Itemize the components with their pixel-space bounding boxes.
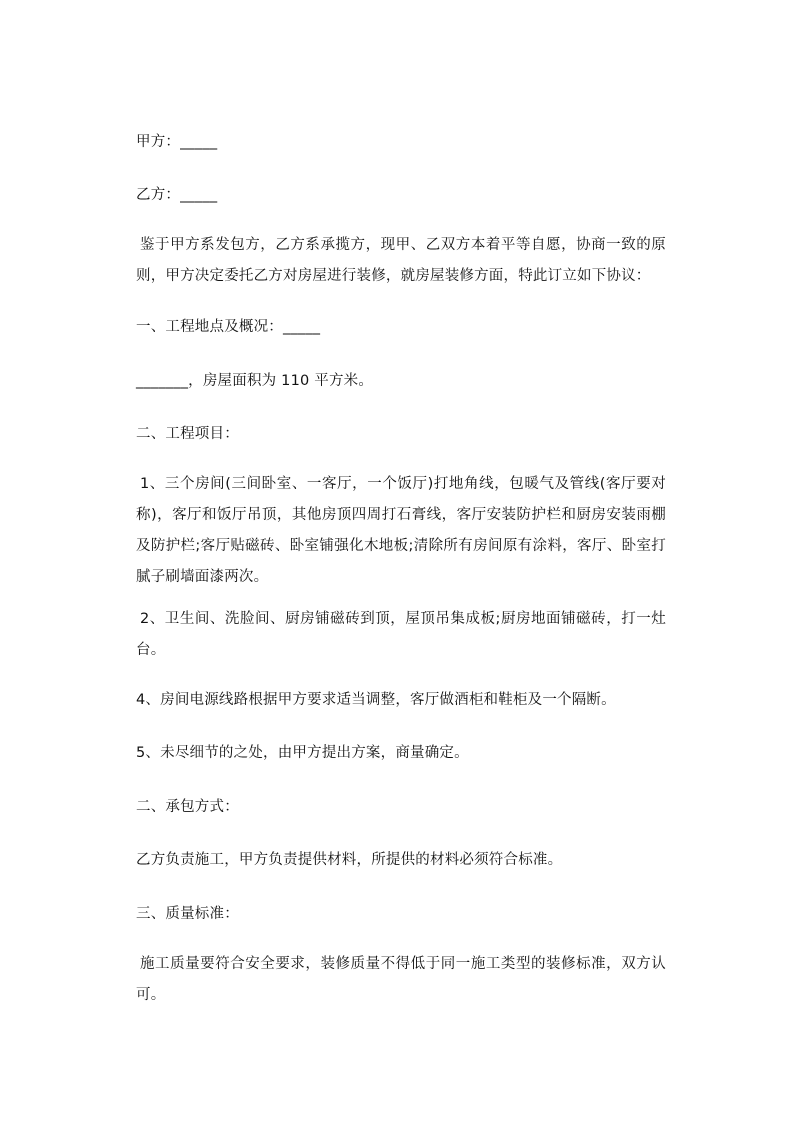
- section-4-body: 施工质量要符合安全要求，装修质量不得低于同一施工类型的装修标准，双方认可。: [136, 956, 666, 1003]
- party-a-line: 甲方：_____: [136, 134, 218, 150]
- section-1-detail: _______，房屋面积为 110 平方米。: [136, 373, 374, 389]
- item-1-paragraph: 1、三个房间(三间卧室、一客厅，一个饭厅)打地角线，包暖气及管线(客厅要对称)，客厅和饭厅吊顶，其他房顶四周打石膏线，客厅安装防护栏和厨房安装雨棚及防护栏;客厅贴磁砖、卧室铺强化木地板;清除所有房间原有涂料，客厅、卧室打腻子刷墙面漆两次。: [136, 476, 666, 585]
- section-3-heading: 二、承包方式：: [136, 799, 239, 815]
- section-4-heading: 三、质量标准：: [136, 906, 239, 922]
- party-b-line: 乙方：_____: [136, 187, 218, 203]
- section-1-heading: 一、工程地点及概况：_____: [136, 319, 321, 335]
- item-2-paragraph: 2、卫生间、洗脸间、厨房铺磁砖到顶，屋顶吊集成板;厨房地面铺磁砖，打一灶台。: [136, 611, 666, 658]
- section-2-heading: 二、工程项目：: [136, 426, 239, 442]
- preamble-paragraph: 鉴于甲方系发包方，乙方系承揽方，现甲、乙双方本着平等自愿，协商一致的原则，甲方决定委托乙方对房屋进行装修，就房屋装修方面，特此订立如下协议：: [136, 237, 666, 284]
- item-5-paragraph: 5、未尽细节的之处，由甲方提出方案，商量确定。: [136, 745, 469, 761]
- item-4-paragraph: 4、房间电源线路根据甲方要求适当调整，客厅做酒柜和鞋柜及一个隔断。: [136, 692, 616, 708]
- section-3-body: 乙方负责施工，甲方负责提供材料，所提供的材料必须符合标准。: [136, 852, 563, 868]
